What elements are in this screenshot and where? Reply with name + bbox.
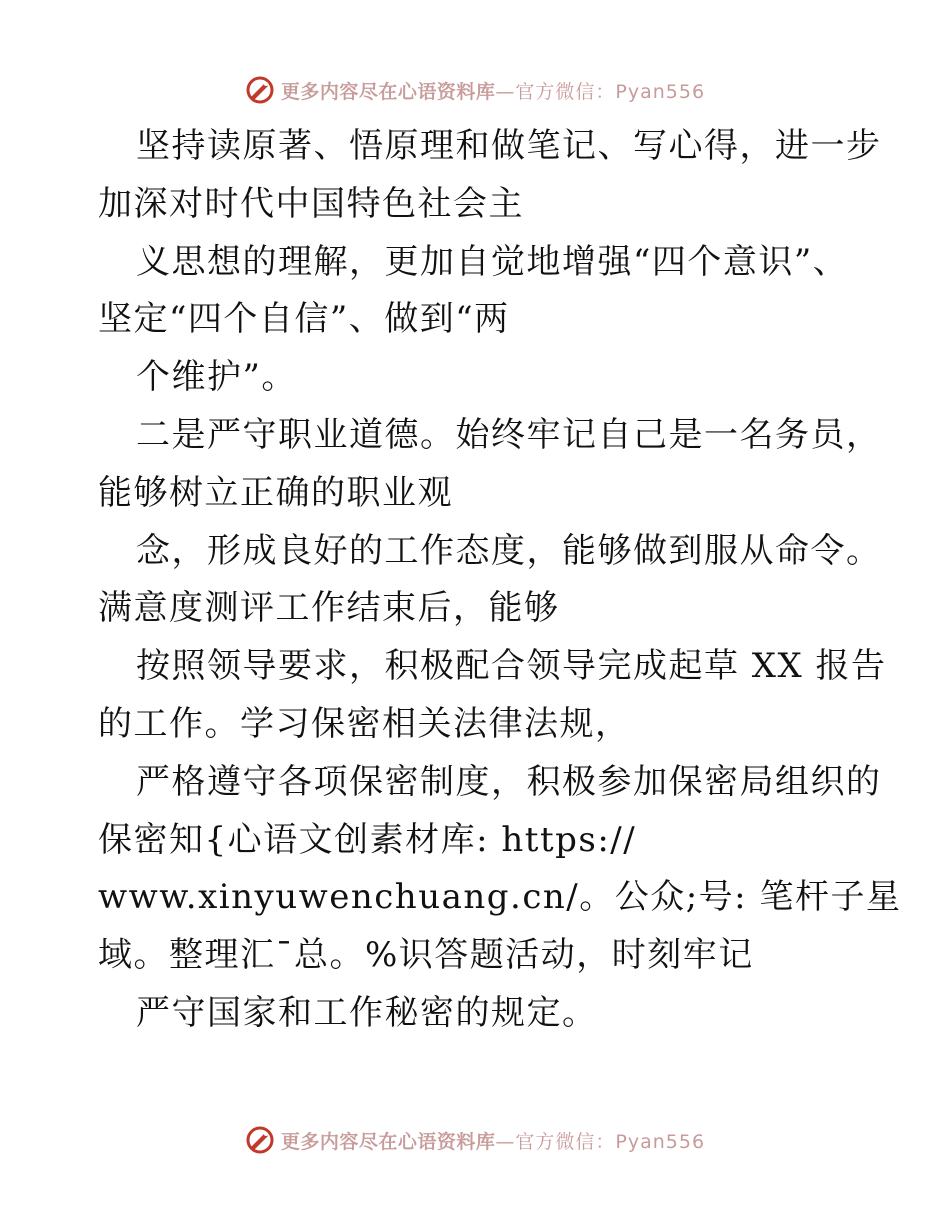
- footer-banner: [0, 1120, 950, 1160]
- text-line: 念，形成良好的工作态度，能够做到服从命令。: [136, 530, 882, 571]
- text-line: 严守国家和工作秘密的规定。: [136, 992, 598, 1033]
- header-banner: [0, 70, 950, 110]
- banner-wechat: —官方微信：Pyan556: [495, 1130, 706, 1153]
- pen-logo-icon: [245, 1125, 275, 1155]
- banner-wechat: —官方微信：Pyan556: [495, 80, 706, 103]
- text-line: 满意度测评工作结束后，能够: [98, 588, 560, 629]
- text-line: 严格遵守各项保密制度，积极参加保密局组织的: [136, 761, 882, 802]
- text-line: www.xinyuwenchuang.cn/。公众;号: 笔杆子星: [98, 877, 902, 918]
- text-line: 保密知{心语文创素材库: https://: [98, 819, 637, 860]
- banner-title: 更多内容尽在心语资料库: [280, 80, 496, 103]
- banner-title: 更多内容尽在心语资料库: [280, 1130, 496, 1153]
- pen-logo-icon: [245, 75, 275, 105]
- text-line: 按照领导要求，积极配合领导完成起草 XX 报告: [136, 646, 887, 687]
- text-line: 义思想的理解，更加自觉地增强“四个意识”、: [136, 241, 849, 282]
- text-line: 加深对时代中国特色社会主: [98, 183, 524, 224]
- text-line: 个维护”。: [136, 357, 297, 398]
- text-line: 坚持读原著、悟原理和做笔记、写心得，进一步: [136, 126, 882, 166]
- text-line: 二是严守职业道德。始终牢记自己是一名务员，: [136, 414, 882, 455]
- text-line: 域。整理汇¯总。%识答题活动，时刻牢记: [98, 935, 754, 976]
- document-body: [98, 118, 902, 1043]
- text-line: 的工作。学习保密相关法律法规，: [98, 703, 631, 744]
- text-line: 能够树立正确的职业观: [98, 472, 453, 513]
- text-line: 坚定“四个自信”、做到“两: [98, 299, 510, 340]
